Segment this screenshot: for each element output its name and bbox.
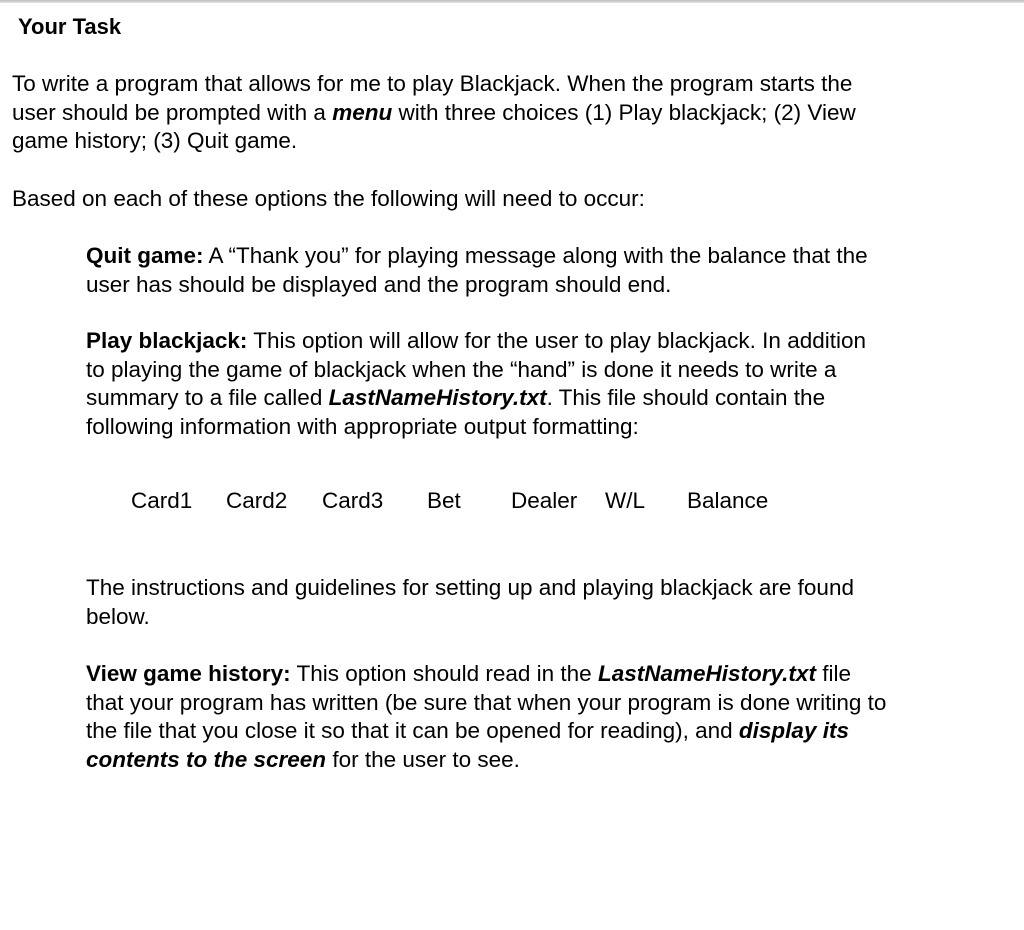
instructions-line-2: below. [86, 603, 150, 629]
view-history-paragraph [86, 660, 1011, 774]
contents-emphasis: contents to the screen [86, 746, 327, 772]
column-bet: Bet [427, 488, 461, 513]
view-line-2: that your program has written (be sure that when your program is done writing to [86, 689, 887, 715]
column-dealer: Dealer [511, 488, 578, 513]
view-line-1-text: This option should read in the [290, 661, 598, 686]
menu-emphasis: menu [332, 99, 393, 125]
view-line-4 [86, 746, 1011, 775]
intro-line-2-end: with three choices (1) Play blackjack; (2) View [392, 99, 856, 125]
play-line-2: to playing the game of blackjack when the “hand” is done it needs to write a [86, 356, 837, 382]
column-card1: Card1 [131, 488, 193, 513]
view-history-filename: LastNameHistory.txt [597, 661, 816, 686]
quit-line-2: user has should be displayed and the program should end. [86, 271, 672, 297]
display-emphasis: display its [738, 718, 849, 743]
play-line-3 [86, 384, 1011, 413]
intro-line-2-start: user should be prompted with a [12, 99, 333, 125]
play-line-3-start: summary to a file called [86, 385, 329, 410]
intro-line-2 [12, 99, 1012, 128]
quit-game-label: Quit game: [86, 243, 204, 268]
instructions-paragraph [86, 574, 1011, 631]
based-on-paragraph: Based on each of these options the following will need to occur: [12, 186, 645, 211]
play-line-3-end: . This file should contain the [546, 385, 826, 410]
quit-game-paragraph [86, 242, 1011, 299]
instructions-line-1: The instructions and guidelines for setting up and playing blackjack are found [86, 575, 854, 600]
play-line-1 [86, 327, 1011, 356]
intro-paragraph [12, 70, 1012, 156]
quit-line-1-text: A “Thank you” for playing message along with the balance that the [203, 243, 868, 268]
column-card2: Card2 [226, 488, 288, 513]
view-line-1 [86, 660, 1011, 689]
history-filename: LastNameHistory.txt [328, 385, 547, 410]
page-title: Your Task [18, 14, 122, 39]
column-wl: W/L [605, 488, 646, 513]
play-blackjack-label: Play blackjack: [86, 328, 248, 353]
play-line-4: following information with appropriate output formatting: [86, 413, 639, 439]
view-line-1-end: file [815, 661, 851, 686]
intro-line-1: To write a program that allows for me to play Blackjack. When the program starts the [12, 71, 853, 96]
view-history-label: View game history: [86, 661, 291, 686]
view-line-4-end: for the user to see. [326, 746, 520, 772]
view-line-3-start: the file that you close it so that it can be opened for reading), and [86, 718, 739, 743]
view-line-3 [86, 717, 1011, 746]
intro-line-3: game history; (3) Quit game. [12, 128, 298, 153]
column-balance: Balance [687, 488, 769, 513]
play-blackjack-paragraph [86, 327, 1011, 441]
column-card3: Card3 [322, 488, 384, 513]
quit-line-1 [86, 242, 1011, 271]
play-line-1-text: This option will allow for the user to play blackjack. In addition [247, 328, 867, 353]
